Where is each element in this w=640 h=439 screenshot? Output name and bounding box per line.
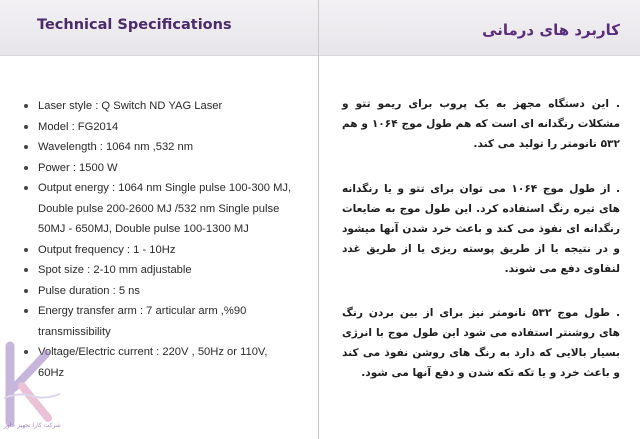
left-header — [0, 0, 318, 56]
column-divider — [318, 0, 319, 439]
technical-specifications-title: Technical Specifications — [37, 16, 232, 33]
spec-laser-style: Laser style : Q Switch ND YAG Laser — [22, 96, 292, 117]
watermark-caption: شرکت کارا تجهیز خاور — [4, 422, 61, 429]
spec-voltage: Voltage/Electric current : 220V , 50Hz or 110V, 60Hz — [22, 342, 292, 383]
spec-model: Model : FG2014 — [22, 117, 292, 138]
spec-power: Power : 1500 W — [22, 158, 292, 179]
spec-wavelength: Wavelength : 1064 nm ,532 nm — [22, 137, 292, 158]
therapeutic-applications-title: کاربرد های درمانی — [482, 20, 620, 39]
spec-output-energy: Output energy : 1064 nm Single pulse 100-300 MJ, Double pulse 200-2600 MJ /532 nm Single pulse 50MJ - 650MJ, Double pulse 100-1300 MJ — [22, 178, 292, 240]
right-header — [319, 0, 640, 56]
spec-output-frequency: Output frequency : 1 - 10Hz — [22, 240, 292, 261]
application-paragraph-1: . این دستگاه مجهز به یک پروب برای ریمو تتو و مشکلات رنگدانه ای است که هم طول موج ۱۰۶۴ و هم ۵۳۲ نانومتر را تولید می کند. — [342, 98, 620, 150]
spec-list — [22, 96, 292, 383]
spec-energy-transfer-arm: Energy transfer arm : 7 articular arm ,%90 transmissibility — [22, 301, 292, 342]
application-paragraph-2: . از طول موج ۱۰۶۴ می توان برای تتو و یا رنگدانه های تیره رنگ استفاده کرد. این طول موج به ضایعات رنگدانه ای نفوذ می کند و باعث خرد شدن آنها میشود و در نتیجه یا از طریق پوسته ریزی یا از طریق غدد لنفاوی دفع می شوند. — [342, 183, 620, 275]
spec-pulse-duration: Pulse duration : 5 ns — [22, 281, 292, 302]
spec-spot-size: Spot size : 2-10 mm adjustable — [22, 260, 292, 281]
company-logo-watermark — [2, 336, 62, 436]
application-paragraph-3: . طول موج ۵۳۲ نانومتر نیز برای از بین بردن رنگ های روشنتر استفاده می شود این طول موج با انرژی بسیار بالایی که دارد به رنگ های روشن نفوذ می کند و باعث خرد و یا تکه تکه شدن و دفع آنها می شود. — [342, 307, 620, 379]
